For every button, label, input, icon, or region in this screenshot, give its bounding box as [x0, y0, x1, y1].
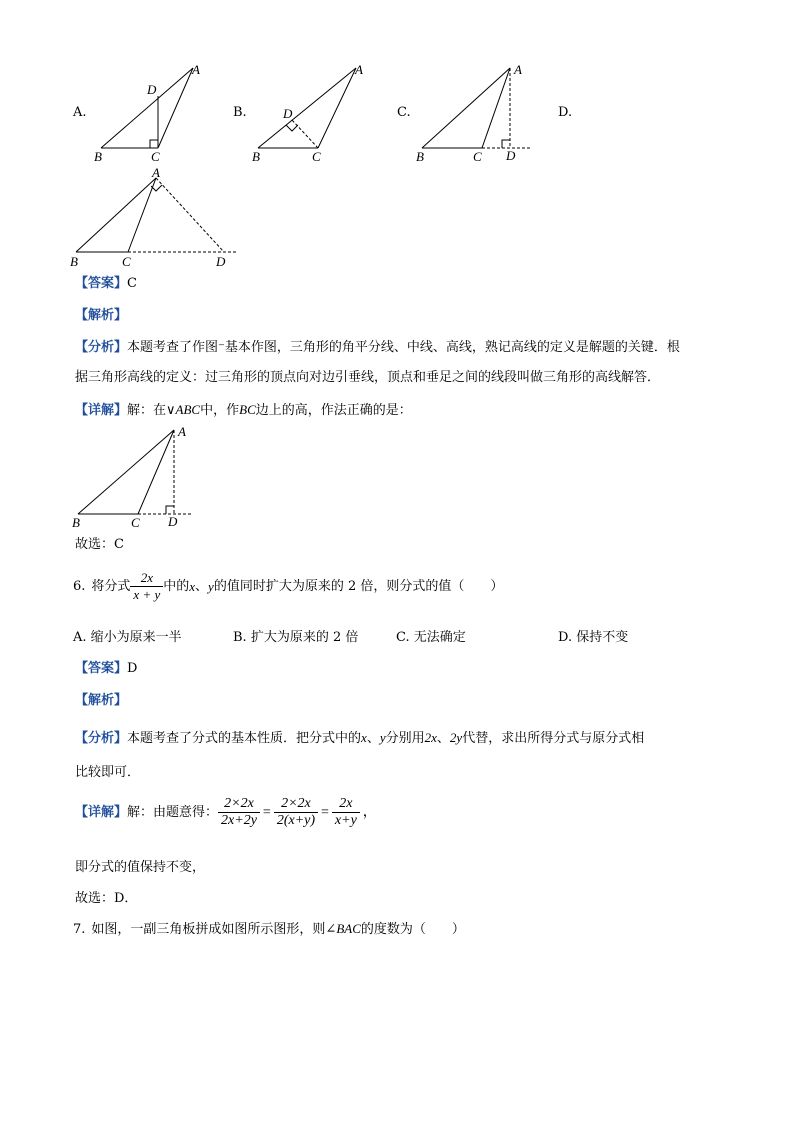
analysis-heading: [75, 692, 127, 710]
answer-tag: 【答案】: [75, 276, 128, 291]
question-number: 6.: [73, 578, 86, 594]
option-a: A. 缩小为原来一半: [73, 630, 182, 645]
option-d: D. 保持不变: [558, 630, 629, 645]
equals-sign: =: [262, 804, 271, 820]
fenxi-line-2: 比较即可．: [75, 765, 141, 780]
fenxi-tag: 【分析】: [75, 340, 128, 355]
fenxi-text: 本题考查了作图⁻基本作图，三角形的角平分线、中线、高线，熟记高线的定义是解题的关键．根: [127, 340, 680, 355]
separator: 、: [366, 731, 380, 746]
stem-text: 中的: [163, 578, 190, 594]
fraction-numerator: 2×2x: [274, 796, 318, 813]
option-c: C. 无法确定: [396, 630, 466, 645]
segment-bc: BC: [239, 402, 256, 417]
keep-line: 即分式的值保持不变，: [75, 860, 206, 875]
xiangjie-line: [75, 796, 377, 829]
option-letter: C.: [397, 105, 411, 120]
fenxi-line-1: [75, 339, 680, 357]
question-number: 7.: [73, 922, 86, 937]
answer-value: C: [127, 276, 137, 291]
stem-text: 的度数为（ ）: [360, 922, 465, 937]
analysis-heading: [75, 307, 127, 325]
var-y: y: [379, 730, 386, 745]
diagram-option-c: [412, 60, 537, 165]
option-letter: A.: [73, 105, 87, 120]
equation: [218, 796, 377, 829]
answer-line: [75, 275, 137, 293]
diagram-solution: [68, 420, 198, 532]
equals-sign: =: [321, 804, 329, 820]
answer-value: D: [127, 661, 138, 676]
diagram-option-a: [88, 60, 208, 165]
answer-line: [75, 660, 137, 678]
triangle-abc: ∨ABC: [166, 402, 201, 417]
question-7-stem: [73, 920, 465, 939]
option-letter: B.: [233, 105, 247, 120]
xiangjie-tag: 【详解】: [75, 804, 128, 820]
fraction-1: [218, 796, 260, 829]
xiangjie-line: [75, 401, 412, 420]
diagram-option-d: [68, 166, 248, 270]
analysis-tag: 【解析】: [75, 693, 128, 708]
fraction-denominator: x + y: [133, 587, 161, 602]
fenxi-text: 分别用: [385, 731, 425, 746]
result-line: 故选：D．: [75, 891, 138, 906]
analysis-tag: 【解析】: [75, 308, 128, 323]
question-6-stem: [73, 570, 503, 603]
var-x: x: [189, 578, 196, 594]
vertex-label-d: D: [283, 106, 293, 121]
fraction-2x-over-x-plus-y: [130, 570, 163, 603]
vertex-label-a: A: [355, 62, 363, 77]
fenxi-text: 本题考查了分式的基本性质．把分式中的: [127, 731, 362, 746]
vertex-label-b: B: [252, 149, 260, 164]
stem-text: 将分式: [91, 578, 131, 594]
vertex-label-d: D: [506, 148, 516, 163]
vertex-label-d: D: [168, 514, 178, 529]
fraction-numerator: 2x: [130, 570, 163, 587]
xiangjie-tag: 【详解】: [75, 403, 128, 418]
separator: 、: [195, 578, 209, 594]
fenxi-line-2: 据三角形高线的定义：过三角形的顶点向对边引垂线，顶点和垂足之间的线段叫做三角形的高线解答．: [75, 370, 661, 385]
answer-tag: 【答案】: [75, 661, 128, 676]
vertex-label-d: D: [216, 254, 226, 269]
var-y: y: [208, 578, 214, 594]
option-letter: D.: [558, 105, 573, 120]
stem-text: 如图，一副三角板拼成如图所示图形，则: [91, 922, 326, 937]
vertex-label-a: A: [514, 62, 522, 77]
diagram-option-b: [248, 60, 368, 165]
vertex-label-b: B: [72, 515, 80, 530]
vertex-label-b: B: [416, 149, 424, 164]
vertex-label-a: A: [178, 424, 186, 439]
fenxi-line-1: [75, 729, 644, 748]
fraction-denominator: 2(x+y): [276, 813, 316, 828]
xiangjie-text: 解：在: [127, 403, 167, 418]
var-x: x: [361, 730, 367, 745]
fraction-numerator: 2×2x: [218, 796, 260, 813]
result-line: 故选：C: [75, 537, 124, 552]
xiangjie-text: 解：由题意得：: [127, 804, 219, 820]
vertex-label-a: A: [152, 166, 160, 180]
xiangjie-text: 中，作: [200, 403, 240, 418]
expr-2x: 2x: [424, 730, 437, 745]
vertex-label-a: A: [192, 62, 200, 77]
separator: 、: [436, 731, 450, 746]
option-b: B. 扩大为原来的 2 倍: [233, 630, 359, 645]
fenxi-tag: 【分析】: [75, 731, 128, 746]
comma: ，: [362, 804, 377, 820]
vertex-label-c: C: [122, 254, 131, 269]
vertex-label-d: D: [147, 82, 157, 97]
vertex-label-c: C: [312, 149, 321, 164]
fraction-2: [274, 796, 318, 829]
fraction-numerator: 2x: [332, 796, 360, 813]
vertex-label-c: C: [151, 149, 160, 164]
xiangjie-text: 边上的高，作法正确的是：: [255, 403, 412, 418]
fraction-denominator: x+y: [334, 813, 357, 828]
stem-text: 的值同时扩大为原来的 2 倍，则分式的值（ ）: [213, 578, 504, 594]
vertex-label-b: B: [94, 149, 102, 164]
vertex-label-c: C: [131, 515, 140, 530]
fenxi-text: 代替，求出所得分式与原分式相: [462, 731, 645, 746]
fraction-denominator: 2x+2y: [221, 813, 257, 828]
fraction-3: [332, 796, 360, 829]
expr-2y: 2y: [449, 730, 463, 745]
vertex-label-c: C: [473, 149, 482, 164]
vertex-label-b: B: [70, 254, 78, 269]
angle-bac: ∠BAC: [325, 921, 361, 936]
